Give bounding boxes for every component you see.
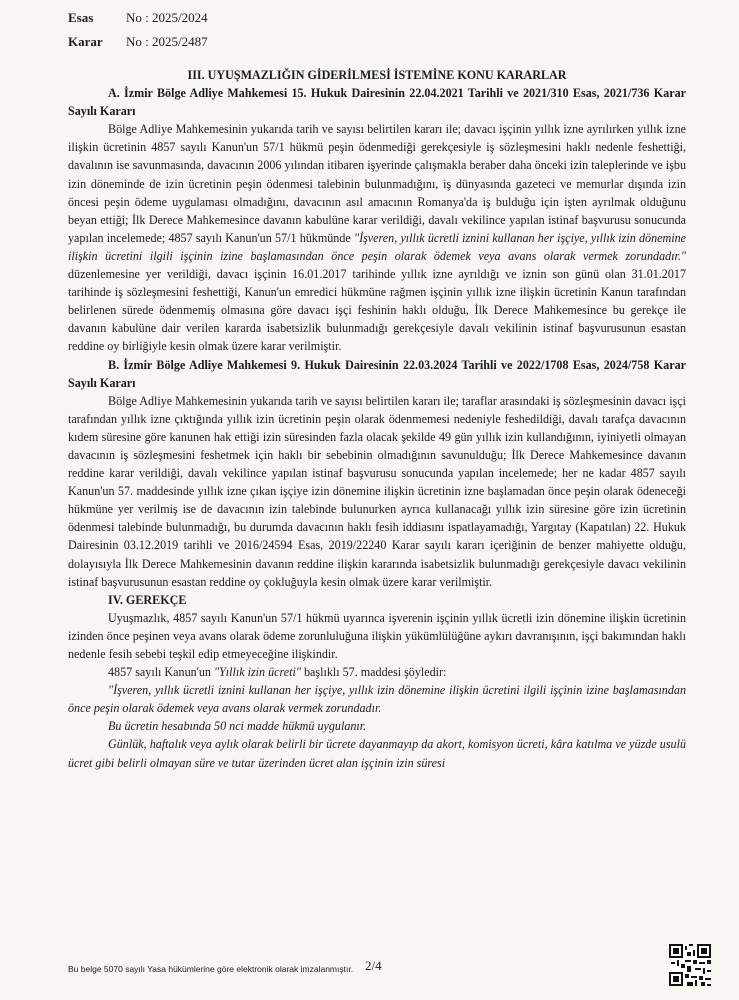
qr-code-icon <box>669 944 711 986</box>
section-3b-paragraph: Bölge Adliye Mahkemesinin yukarıda tarih ve sayısı belirtilen kararı ile; taraflar arasındaki iş sözleşmesinin davacı işçi tarafından yıllık izne çıktığında yıllık izin ücretinin peşin olarak ödenmemesi nedeniyle feshedildiği, davalı tarafça davacının kıdem süresine göre kanunen hak ettiği izin süresinden fazla olacak şekilde 49 gün yıllık izin kullandığının, iyiniyetli olmayan davacının iş sözleşmesini feshetmek için haklı bir sebebinin olmadığının savunulduğu; İlk Derece Mahkemesince davanın reddine karar verildiği, davalı vekilince yapılan istinaf başvurusu sonucunda yapılan incelemede; her ne kadar 4857 sayılı Kanun'un 57. maddesinde yıllık izne çıkan işçiye izin dönemine ilişkin ücretinin izne başlamadan önce peşin olarak ödeneceği hükmüne yer verilmiş ise de davacının izin talebinde bulunurken ayrıca kullanacağı yıllık izin süresine göre izin ücretinin ödenmesi talebinde bulunmadığı, bu durumda davacının haklı fesih iddiasını ispatlayamadığı, Yargıtay (Kapatılan) 22. Hukuk Dairesinin 03.12.2019 tarihli ve 2016/24594 Esas, 2019/22240 Karar sayılı kararı içeriğinin de benzer mahiyette olduğu, dolayısıyla İlk Derece Mahkemesinin davanın reddine ilişkin kararında isabetsizlik bulunmadığı gerekçesiyle davacı vekilinin istinaf başvurusunun esastan reddine oy çokluğuyla kesin olmak üzere karar verilmiştir. <box>68 393 686 589</box>
document-body <box>68 66 686 772</box>
esas-number-line <box>68 10 208 26</box>
section-3a-quote: "İşveren, yıllık ücretli iznini kullanan her işçiye, yıllık izin dönemine ilişkin ücretini ilgili işçinin izine başlamasından önce peşin olarak ödemek veya avans olarak vermek zorundadır." <box>68 230 686 263</box>
section-3a-text-2: düzenlemesine yer verildiği, davacı işçinin 16.01.2017 tarihinde yıllık izne ayrıldığı ve iznin son günü olan 31.01.2017 tarihinde iş sözleşmesini feshettiği, Kanun'un emredici hükmüne rağmen işçinin yıllık izne ilişkin ücretinin Kanun tarafından belirlenen sürede ödenmemiş olmasına göre davacı işçi feshinin haklı olduğu, İlk Derece Mahkemesince bu gerekçe ile davanın kabulüne dair verilen kararda isabetsizlik bulunmadığı gerekçesiyle davalı vekilinin istinaf başvurusunun esastan reddine oy birliğiyle kesin olmak üzere karar verilmiştir. <box>68 267 686 354</box>
section-4-paragraph-2 <box>68 663 686 681</box>
section-3a-text-1: Bölge Adliye Mahkemesinin yukarıda tarih ve sayısı belirtilen kararı ile; davacı işçinin yıllık izne ayrılırken yıllık izne ilişkin ücretinin 4857 sayılı Kanun'un 57/1 hükmü peşin ödenmediği gerekçesiyle iş sözleşmesini haklı nedenle feshettiği, davalının ise savunmasında, davacının 2006 yılından itibaren işyerinde çalışmakla beraber daha önceki izin taleplerinde ve işbu izin döneminde de izin ücretinin peşin ödenmesi talebinin bulunmadığını, iş dünyasında gazeteci ve memurlar dışında izin öncesi peşin ödeme uygulaması olmadığını, davacının asıl amacının Romanya'da iş bulduğu için işten ayrılmak olduğunu beyan ettiği; İlk Derece Mahkemesince davanın kabulüne karar verildiği, davalı vekilince yapılan istinaf başvurusu sonucunda yapılan incelemede; 4857 sayılı Kanun'un 57/1 hükmünde <box>68 122 686 245</box>
section-4-text-b: başlıklı 57. maddesi şöyledir: <box>300 665 447 680</box>
law-quote-1: "İşveren, yıllık ücretli iznini kullanan her işçiye, yıllık izin dönemine ilişkin ücretini ilgili işçinin izine başlamasından önce peşin olarak ödemek veya avans olarak vermek zorundadır. <box>68 683 686 716</box>
page-number: 2/4 <box>365 958 382 973</box>
karar-number-line <box>68 34 208 50</box>
karar-value: No : 2025/2487 <box>126 34 208 49</box>
karar-label: Karar <box>68 34 103 49</box>
section-3b-title: B. İzmir Bölge Adliye Mahkemesi 9. Hukuk Dairesinin 22.03.2024 Tarihli ve 2022/1708 Esas, 2024/758 Karar Sayılı Kararı <box>68 357 686 390</box>
section-4-paragraph-1: Uyuşmazlık, 4857 sayılı Kanun'un 57/1 hükmü uyarınca işverenin işçinin yıllık ücretli izin dönemine ilişkin ücretinin izinden önce peşinen veya avans olarak ödeme zorunluluğuna ilişkin yükümlülüğüne aykırı davranışının, işçi bakımından haklı nedenle fesih sebebi teşkil edip etmeyeceğine ilişkindir. <box>68 610 686 661</box>
esas-value: No : 2025/2024 <box>126 10 208 25</box>
esas-label: Esas <box>68 10 94 25</box>
section-3a-title: A. İzmir Bölge Adliye Mahkemesi 15. Hukuk Dairesinin 22.04.2021 Tarihli ve 2021/310 Esas, 2021/736 Karar Sayılı Kararı <box>68 86 686 119</box>
section-4-text-a: 4857 sayılı Kanun'un <box>108 665 214 680</box>
section-3-title: III. UYUŞMAZLIĞIN GİDERİLMESİ İSTEMİNE KONU KARARLAR <box>187 68 567 82</box>
law-quote-2: Bu ücretin hesabında 50 nci madde hükmü uygulanır. <box>108 719 367 734</box>
law-quote-3: Günlük, haftalık veya aylık olarak belirli bir ücrete dayanmayıp da akort, komisyon ücreti, kâra katılma ve yüzde usulü ücret gibi belirli olmayan süre ve tutar üzerinden ücret alan işçinin izin süresi <box>68 737 686 770</box>
section-4-italic-title: "Yıllık izin ücreti" <box>213 665 301 680</box>
e-signature-note: Bu belge 5070 sayılı Yasa hükümlerine göre elektronik olarak imzalanmıştır. <box>68 964 354 974</box>
section-4-title: IV. GEREKÇE <box>108 592 187 607</box>
section-3a-paragraph <box>68 120 686 355</box>
